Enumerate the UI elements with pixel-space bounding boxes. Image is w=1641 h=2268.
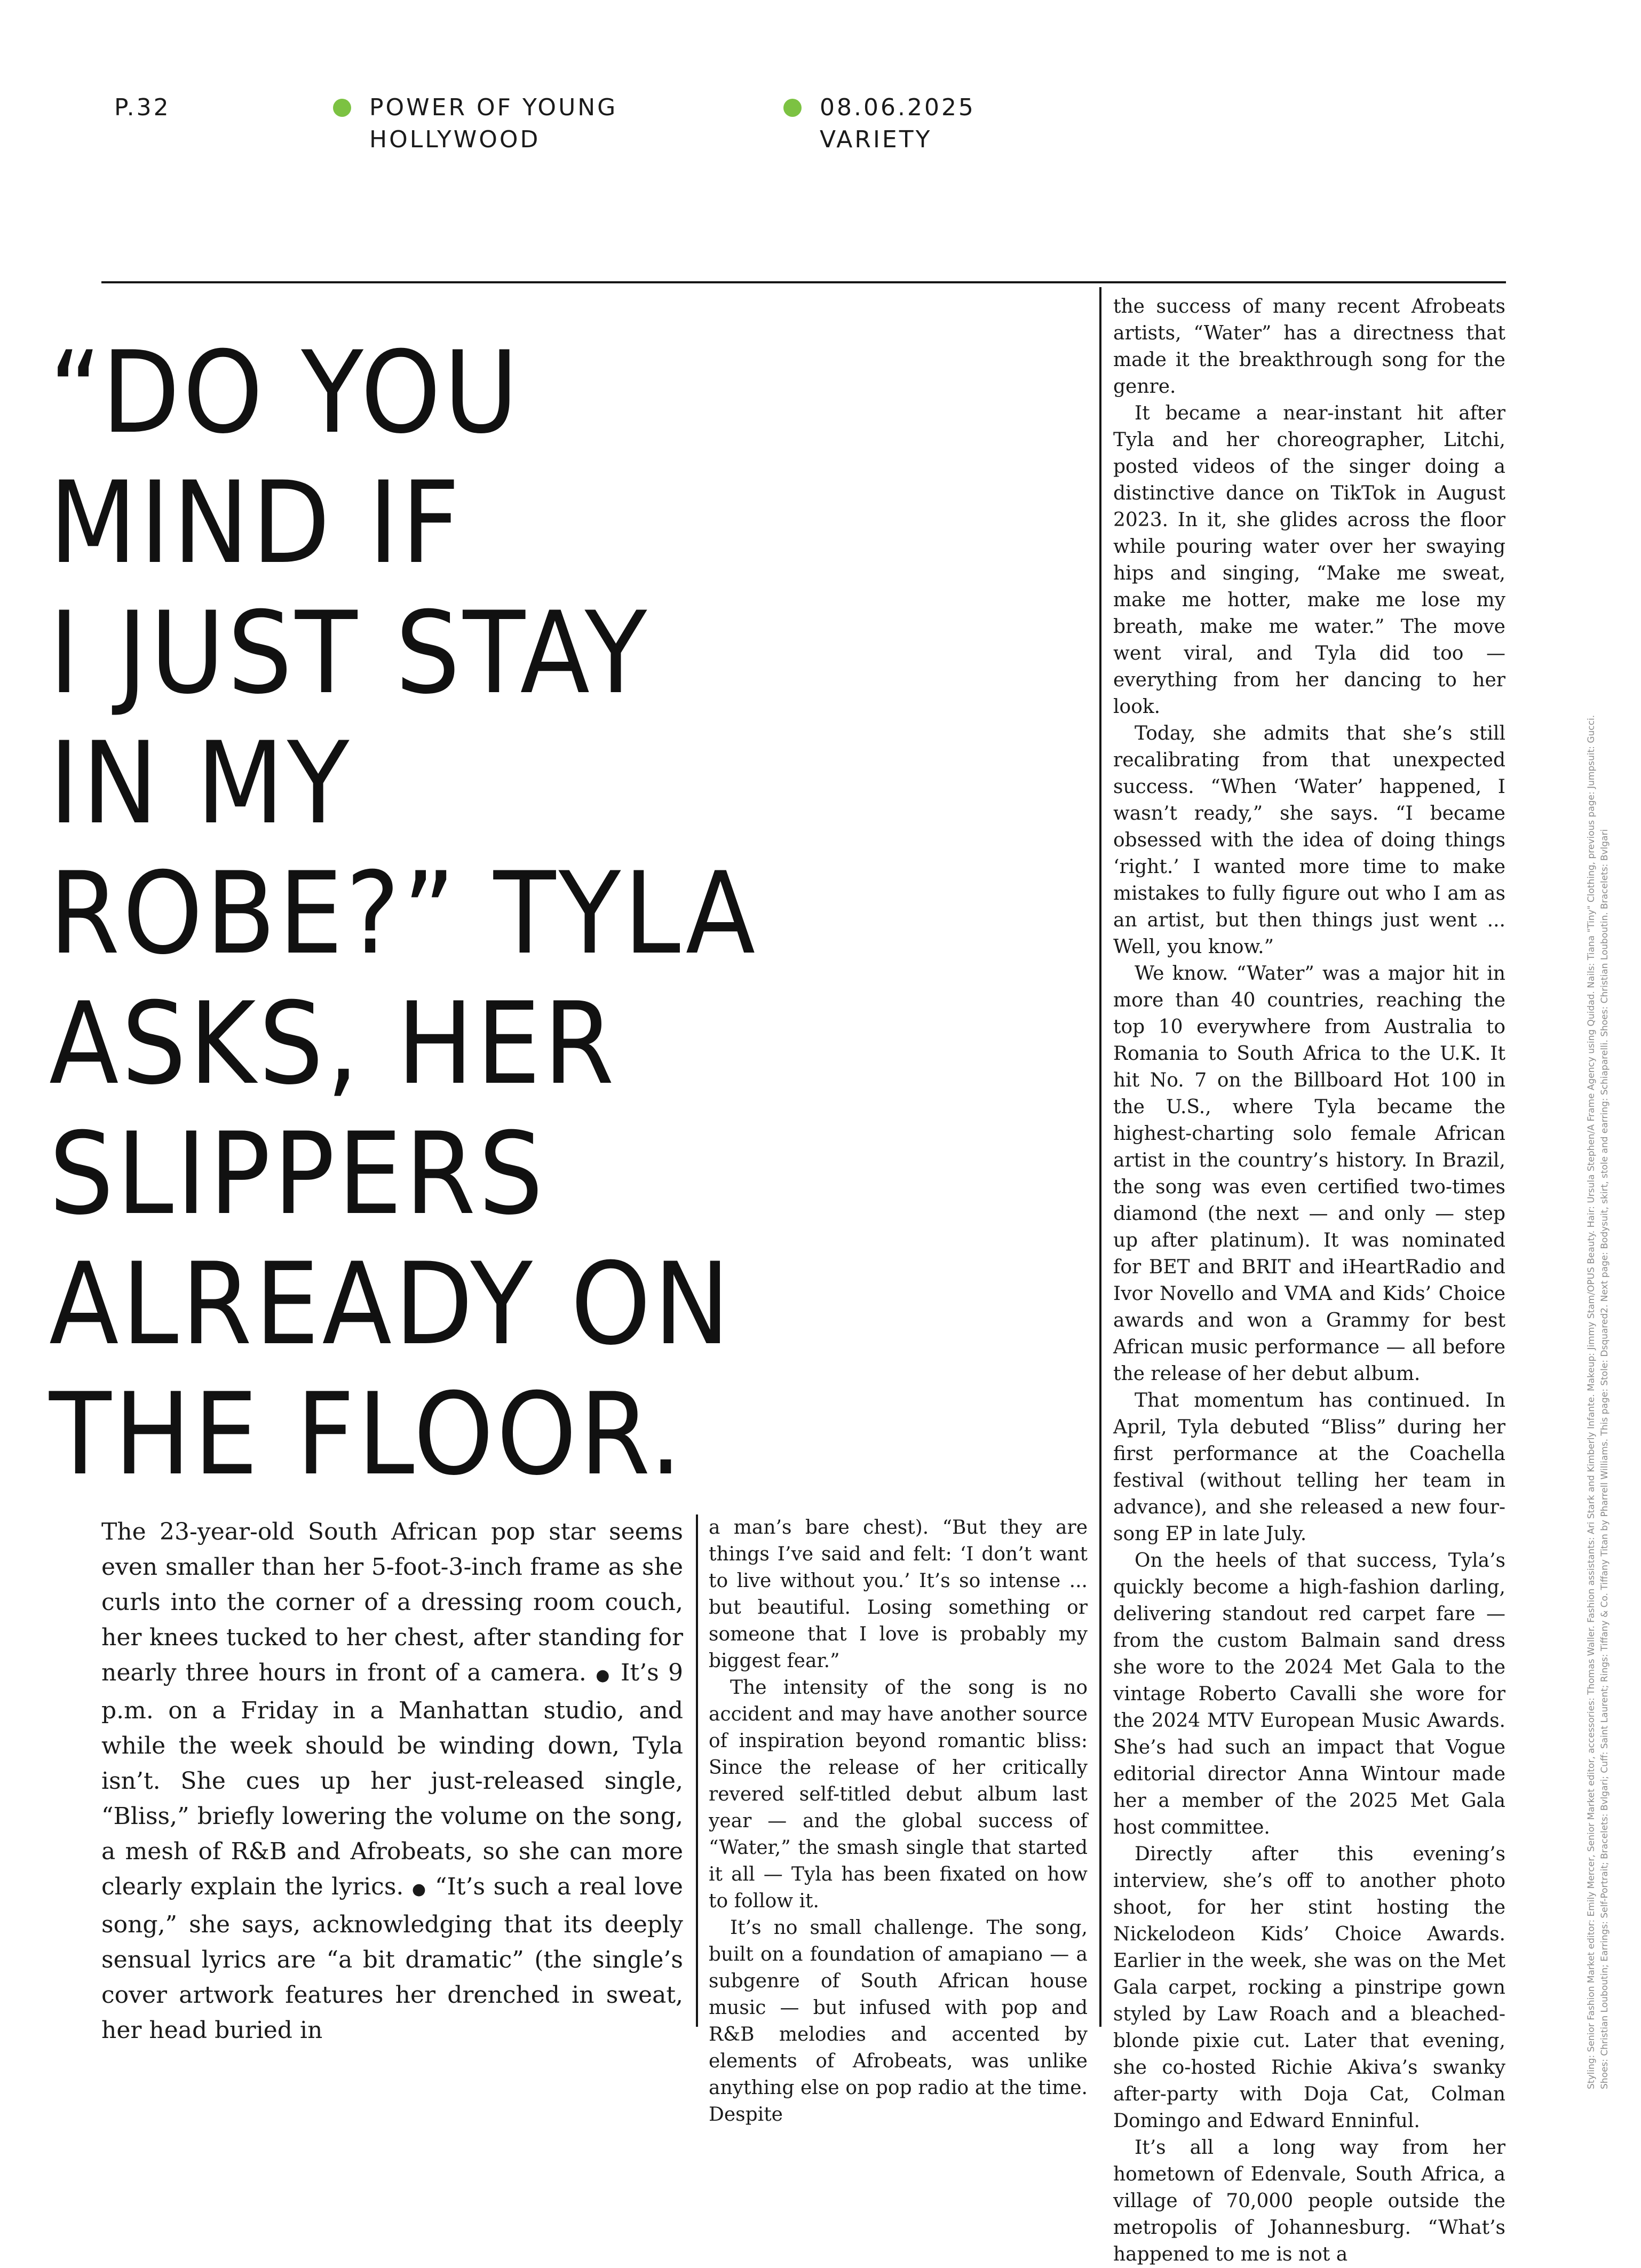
paragraph: That momentum has continued. In April, Tyla debuted “Bliss” during her first performance at the Coachella festival (without telling her team in advance), and she released a new four-song EP in late July. <box>1113 1390 1505 1545</box>
paragraph: It became a near-instant hit after Tyla and her choreographer, Litchi, posted videos of the singer doing a distinctive dance on TikTok in August 2023. In it, she glides across the floor while pouring water over her swaying hips and singing, “Make me sweat, make me hotter, make me lose my breath, make me water.” The move went viral, and Tyla did too — everything from her dancing to her look. <box>1113 402 1505 718</box>
issue-date: 08.06.2025 <box>820 94 976 121</box>
paragraph: Directly after this evening’s interview, she’s off to another photo shoot, for her stint hosting the Nickelodeon Kids’ Choice Awards. Earlier in the week, she was on the Met Gala carpet, rocking a pinstripe gown styled by Law Roach and a bleached-blonde pixie cut. Later that evening, she co-hosted Richie Akiva’s swanky after-party with Doja Cat, Colman Domingo and Edward Enninful. <box>1113 1843 1505 2132</box>
column-rule <box>1099 287 1101 2027</box>
pull-quote: “DO YOU MIND IF I JUST STAY IN MY ROBE?” TYLA ASKS, HER SLIPPERS ALREADY ON THE FLOOR. <box>49 327 758 1500</box>
column-rule <box>696 1514 698 2027</box>
section-label-line1: POWER OF YOUNG <box>369 94 618 121</box>
page-number: P.32 <box>114 94 171 121</box>
issue-info <box>820 92 976 156</box>
paragraph: Today, she admits that she’s still recalibrating from that unexpected success. “When ‘Water’ happened, I wasn’t ready,” she says. “I became obsessed with the idea of doing things ‘right.’ I wanted more time to make mistakes to fully figure out who I am as an artist, but then things just went ... Well, you know.” <box>1113 723 1505 958</box>
section-dot-icon <box>333 99 351 117</box>
paragraph: On the heels of that success, Tyla’s quickly become a high-fashion darling, delivering standout red carpet fare — from the custom Balmain sand dress she wore to the 2024 Met Gala to the vintage Roberto Cavalli she wore for the 2024 MTV European Music Awards. She’s had such an impact that Vogue editorial director Anna Wintour made her a member of the 2025 Met Gala host committee. <box>1113 1550 1505 1838</box>
lede-paragraph <box>101 1514 683 2048</box>
paragraph: The intensity of the song is no accident and may have another source of inspiration beyond romantic bliss: Since the release of her critically revered self-titled debut album last year — and the global success of “Water,” the smash single that started it all — Tyla has been fixated on how to follow it. <box>709 1677 1088 1912</box>
lede-part-3: “It’s such a real love song,” she says, acknowledging that its deeply sensual lyrics are “a bit dramatic” (the single’s cover artwork features her drenched in sweat, her head buried in <box>101 1873 683 2044</box>
body-column-right <box>1113 294 1505 2268</box>
bullet-icon: ● <box>596 1666 612 1685</box>
credits-line-2: Shoes: Christian Louboutin; Earrings: Self-Portrait; Bracelets: Bvlgari; Cuff: Saint Laurent; Rings: Tiffany & Co. Tiffany Titan by Pharrell Williams. This page: Stole: Dsquared2. Next page: Bodysuit, skirt, stole and earring: Schiaparelli. Shoes: Christian Louboutin. Bracelets: Bvlgari <box>1599 829 1610 2089</box>
body-column-middle <box>709 1514 1088 2128</box>
lede-part-1: The 23-year-old South African pop star seems even smaller than her 5-foot-3-inch frame as she curls into the corner of a dressing room couch, her knees tucked to her chest, after standing for nearly three hours in front of a camera. <box>101 1518 683 1686</box>
section-label-line2: HOLLYWOOD <box>369 126 541 153</box>
paragraph: the success of many recent Afrobeats artists, “Water” has a directness that made it the breakthrough song for the genre. <box>1113 296 1505 398</box>
photo-credits <box>1585 542 1612 2089</box>
lede-part-2: It’s 9 p.m. on a Friday in a Manhattan studio, and while the week should be winding down, Tyla isn’t. She cues up her just-released single, “Bliss,” briefly lowering the volume on the song, a mesh of R&B and Afrobeats, so she can more clearly explain the lyrics. <box>101 1659 683 1900</box>
bullet-icon: ● <box>411 1880 427 1899</box>
section-label <box>369 92 617 156</box>
date-dot-icon <box>783 99 802 117</box>
credits-line-1: Styling: Senior Fashion Market editor: Emily Mercer, Senior Market editor, accessories: Thomas Waller. Fashion assistants: Ari Stark and Kimberly Infante. Makeup: Jimmy Stam/OPUS Beauty. Hair: Ursula Stephen/A Frame Agency using Quidad. Nails: Tiana "Tiny" Clothing, previous page: Jumpsuit: Gucci. <box>1586 715 1597 2089</box>
paragraph: a man’s bare chest). “But they are things I’ve said and felt: ‘I don’t want to live without you.’ It’s so intense ... but beautiful. Losing something or someone that I love is probably my biggest fear.” <box>709 1517 1088 1672</box>
paragraph: It’s all a long way from her hometown of Edenvale, South Africa, a village of 70,000 people outside the metropolis of Johannesburg. “What’s happened to me is not a <box>1113 2137 1505 2265</box>
paragraph: It’s no small challenge. The song, built on a foundation of amapiano — a subgenre of South African house music — but infused with pop and R&B melodies and accented by elements of Afrobeats, was unlike anything else on pop radio at the time. Despite <box>709 1917 1088 2126</box>
paragraph: We know. “Water” was a major hit in more than 40 countries, reaching the top 10 everywhere from Australia to Romania to South Africa to the U.K. It hit No. 7 on the Billboard Hot 100 in the U.S., where Tyla became the highest-charting solo female African artist in the country’s history. In Brazil, the song was even certified two-times diamond (the next — and only — step up after platinum). It was nominated for BET and BRIT and iHeartRadio and Ivor Novello and VMA and Kids’ Choice awards and won a Grammy for best African music performance — all before the release of her debut album. <box>1113 963 1505 1385</box>
header-rule <box>101 281 1506 283</box>
publication-name: VARIETY <box>820 126 932 153</box>
